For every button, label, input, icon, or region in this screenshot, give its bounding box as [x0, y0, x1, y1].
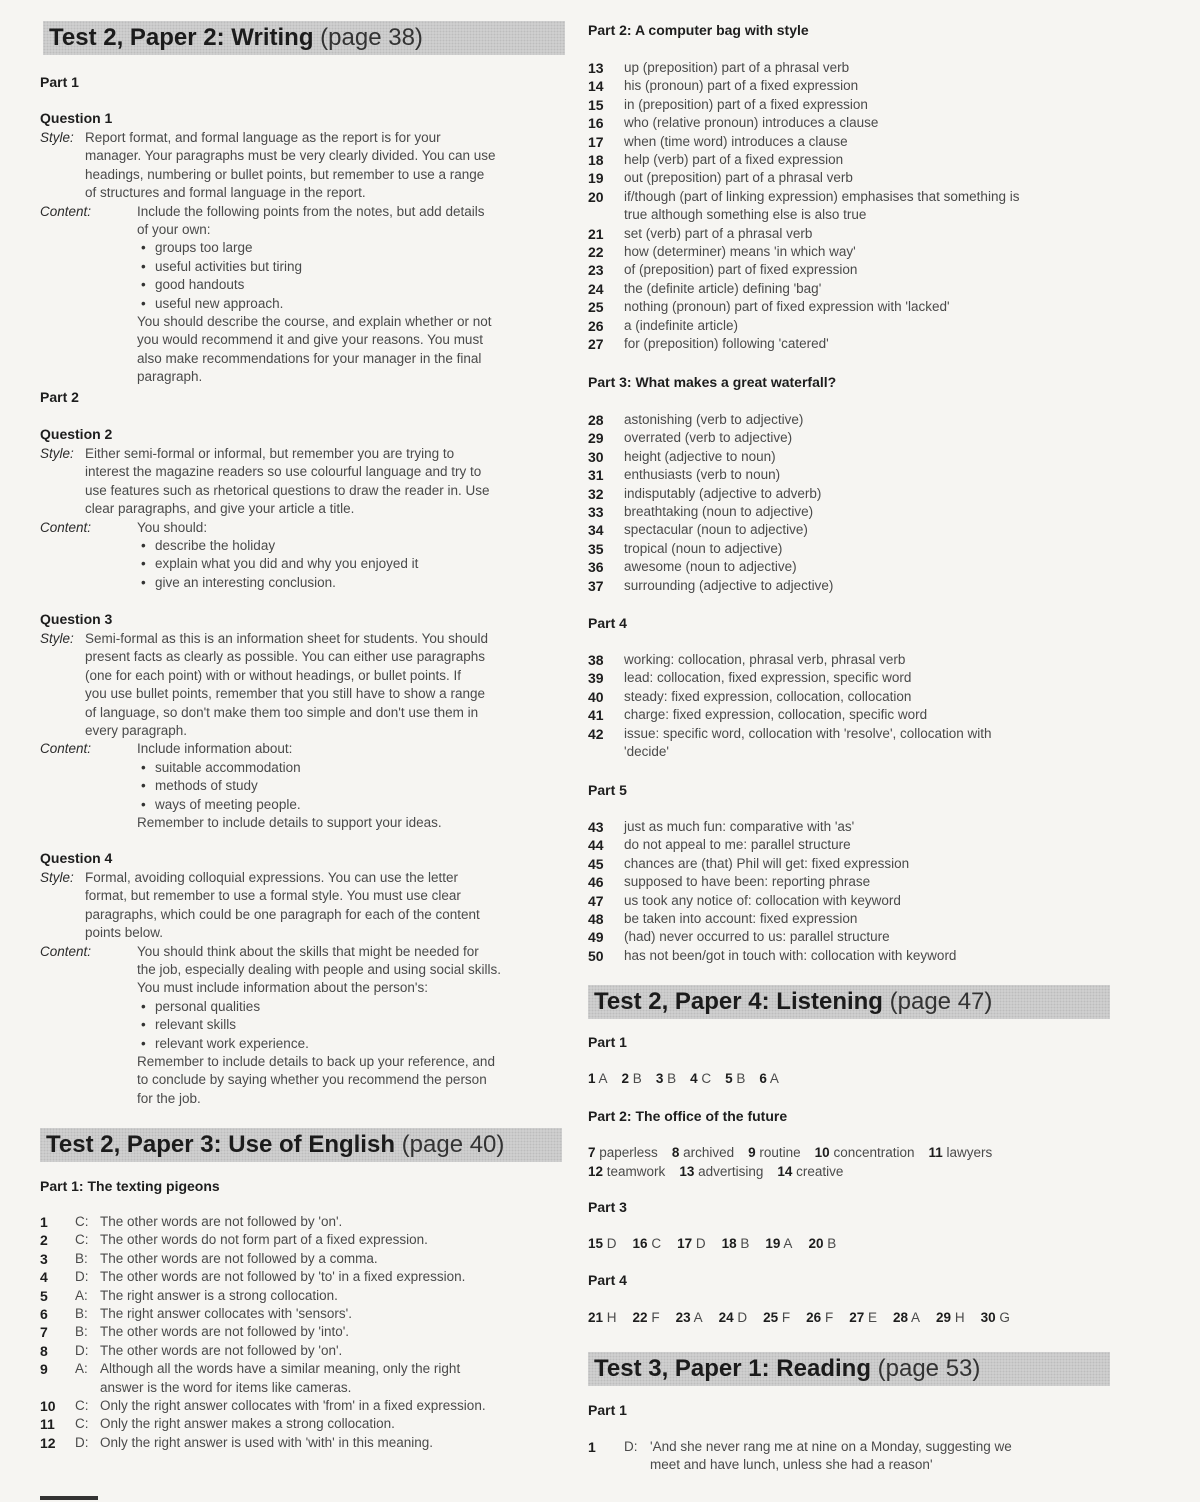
item-explanation: when (time word) introduces a clause — [624, 133, 848, 149]
item-number: 13 — [679, 1164, 695, 1179]
item-explanation: for (preposition) following 'catered' — [624, 336, 829, 351]
item-number: 11 — [40, 1416, 55, 1433]
item-number: 17 — [588, 133, 604, 150]
item-number: 26 — [806, 1310, 822, 1325]
item-number: 50 — [588, 947, 604, 964]
item-explanation: be taken into account: fixed expression — [624, 911, 858, 926]
item-number: 27 — [849, 1310, 865, 1325]
content-label: Content: — [40, 741, 92, 757]
question-heading: Question 3 — [40, 611, 113, 627]
item-number: 8 — [40, 1342, 48, 1359]
section-banner-listening — [588, 985, 1110, 1019]
item-number: 30 — [980, 1310, 996, 1325]
item-number: 29 — [588, 430, 604, 447]
style-text-line: points below. — [85, 925, 164, 941]
item-explanation: his (pronoun) part of a fixed expression — [624, 78, 859, 94]
style-label: Style: — [40, 130, 74, 145]
style-text-line: Semi-formal as this is an information sheet for students. You should — [85, 631, 488, 646]
item-explanation: The other words are not followed by 'on'. — [100, 1342, 343, 1358]
item-explanation: The other words do not form part of a fixed expression. — [100, 1232, 428, 1248]
bullet-item: • explain what you did and why you enjoyed it — [155, 555, 418, 573]
content-text-line: You should: — [137, 519, 208, 535]
content-label: Content: — [40, 943, 92, 959]
style-text-line: manager. Your paragraphs must be very clearly divided. You can use — [85, 148, 496, 164]
item-number: 47 — [588, 892, 604, 909]
item-explanation: breathtaking (noun to adjective) — [624, 504, 814, 519]
item-explanation: The other words are not followed by 'on'. — [100, 1214, 343, 1229]
item-number: 9 — [748, 1145, 756, 1160]
item-explanation: astonishing (verb to adjective) — [624, 412, 804, 427]
question-heading: Question 4 — [40, 850, 113, 866]
style-text-line: headings, numbering or bullet points, but remember to use a range — [85, 166, 485, 182]
item-explanation: Only the right answer collocates with 'from' in a fixed expression. — [100, 1398, 486, 1413]
item-number: 31 — [588, 467, 604, 484]
item-number: 24 — [588, 280, 604, 297]
item-explanation: has not been/got in touch with: collocation with keyword — [624, 947, 957, 963]
item-number: 13 — [588, 60, 604, 76]
item-number: 44 — [588, 837, 604, 854]
item-explanation: do not appeal to me: parallel structure — [624, 837, 851, 853]
item-number: 12 — [588, 1164, 604, 1179]
item-answer: A — [908, 1310, 921, 1325]
item-number: 18 — [721, 1236, 737, 1251]
item-explanation: issue: specific word, collocation with 'resolve', collocation with — [624, 725, 992, 741]
section-banner-use-of-english — [40, 1128, 562, 1162]
item-answer: C — [647, 1236, 662, 1251]
item-number: 23 — [588, 262, 604, 279]
item-explanation: spectacular (noun to adjective) — [624, 522, 808, 538]
section-title: Test 2, Paper 3: Use of English — [46, 1131, 402, 1158]
item-number: 30 — [588, 448, 604, 465]
item-number: 11 — [928, 1145, 943, 1160]
bullet-item: • useful activities but tiring — [155, 258, 302, 276]
item-answer: H — [951, 1310, 965, 1325]
part-heading: Part 4 — [588, 1272, 627, 1288]
item-explanation: overrated (verb to adjective) — [624, 430, 793, 446]
item-answer: G — [995, 1310, 1010, 1325]
item-number: 6 — [40, 1306, 48, 1322]
item-answer: D — [692, 1236, 706, 1251]
item-number: 1 — [588, 1071, 596, 1086]
answer-row — [588, 1144, 1006, 1162]
content-label: Content: — [40, 519, 92, 535]
bullet-item: • methods of study — [155, 777, 258, 795]
item-number: 25 — [763, 1310, 779, 1325]
item-answer-letter: A: — [75, 1287, 88, 1303]
section-banner-reading — [588, 1352, 1110, 1386]
section-page-ref: (page 40) — [401, 1131, 505, 1158]
item-number: 24 — [718, 1310, 734, 1325]
item-number: 14 — [777, 1164, 793, 1179]
item-explanation: The other words are not followed by 'to' in a fixed expression. — [100, 1269, 466, 1285]
item-number: 28 — [588, 412, 604, 428]
item-explanation: The other words are not followed by a comma. — [100, 1250, 378, 1266]
item-answer: E — [864, 1310, 877, 1325]
content-text-line: for the job. — [137, 1090, 201, 1106]
item-number: 2 — [621, 1071, 630, 1086]
question-heading: Question 1 — [40, 110, 113, 126]
part-heading: Part 2 — [40, 389, 79, 405]
style-text-line: of language, so don't make them too simple and don't use them in — [85, 704, 479, 720]
item-explanation: steady: fixed expression, collocation, collocation — [624, 688, 912, 704]
item-number: 20 — [808, 1236, 824, 1251]
item-explanation: surrounding (adjective to adjective) — [624, 577, 834, 593]
question-heading: Question 2 — [40, 426, 113, 442]
item-answer: F — [647, 1310, 660, 1325]
style-text-line: present facts as clearly as possible. You can either use paragraphs — [85, 649, 485, 665]
content-text-line: of your own: — [137, 222, 211, 237]
item-number: 38 — [588, 652, 604, 668]
item-answer-letter: D: — [624, 1439, 638, 1454]
item-number: 7 — [588, 1145, 596, 1160]
item-answer: teamwork — [603, 1164, 666, 1179]
item-number: 26 — [588, 317, 604, 334]
style-label: Style: — [40, 446, 74, 461]
content-text-line: Include the following points from the notes, but add details — [137, 203, 485, 219]
item-answer: B — [732, 1071, 746, 1086]
item-number: 10 — [814, 1145, 830, 1160]
item-explanation: set (verb) part of a phrasal verb — [624, 225, 813, 241]
item-explanation: supposed to have been: reporting phrase — [624, 874, 871, 890]
part-heading: Part 1 — [588, 1402, 627, 1418]
item-explanation: if/though (part of linking expression) emphasises that something is — [624, 188, 1020, 204]
bullet-item: • personal qualities — [155, 998, 260, 1016]
item-number: 19 — [765, 1236, 781, 1251]
section-page-ref: (page 38) — [320, 24, 423, 51]
bullet-item: • describe the holiday — [155, 537, 275, 555]
item-answer-letter: B: — [75, 1324, 88, 1340]
item-number: 6 — [759, 1071, 767, 1086]
item-explanation: Although all the words have a similar meaning, only the right — [100, 1361, 461, 1377]
item-number: 5 — [40, 1287, 48, 1304]
style-text-line: clear paragraphs, and give your article a title. — [85, 501, 355, 517]
content-text-line: to conclude by saying whether you recommend the person — [137, 1072, 487, 1088]
item-number: 3 — [40, 1250, 48, 1267]
item-answer: C — [697, 1071, 712, 1086]
style-text-line: Formal, avoiding colloquial expressions. You can use the letter — [85, 870, 458, 885]
section-title: Test 2, Paper 2: Writing — [49, 24, 321, 51]
part-heading: Part 1 — [588, 1034, 627, 1050]
item-number: 25 — [588, 299, 604, 316]
item-explanation: enthusiasts (verb to noun) — [624, 467, 781, 483]
item-explanation: us took any notice of: collocation with keyword — [624, 892, 901, 908]
part-heading: Part 5 — [588, 782, 627, 798]
style-text-line: format, but remember to use a formal style. You must use clear — [85, 888, 461, 904]
bullet-item: • give an interesting conclusion. — [155, 574, 336, 592]
item-number: 28 — [893, 1310, 909, 1325]
item-number: 10 — [40, 1398, 56, 1414]
section-page-ref: (page 53) — [877, 1355, 981, 1382]
item-answer-letter: A: — [75, 1361, 88, 1377]
item-explanation: up (preposition) part of a phrasal verb — [624, 60, 850, 75]
item-answer: B — [663, 1071, 677, 1086]
item-explanation: true although something else is also true — [624, 207, 867, 223]
item-number: 17 — [677, 1236, 693, 1251]
item-answer: concentration — [829, 1145, 915, 1160]
style-label: Style: — [40, 870, 74, 885]
item-answer: paperless — [595, 1145, 658, 1160]
bullet-item: • useful new approach. — [155, 295, 283, 313]
item-explanation: nothing (pronoun) part of fixed expression with 'lacked' — [624, 299, 950, 315]
item-number: 4 — [40, 1269, 48, 1286]
item-answer: B — [629, 1071, 642, 1086]
item-explanation: how (determiner) means 'in which way' — [624, 244, 856, 259]
item-number: 46 — [588, 874, 604, 891]
item-explanation: The right answer is a strong collocation. — [100, 1287, 338, 1303]
item-number: 19 — [588, 170, 604, 187]
section-banner-writing — [43, 21, 565, 55]
style-text-line: Either semi-formal or informal, but remember you are trying to — [85, 446, 455, 461]
item-explanation: 'decide' — [624, 744, 669, 759]
item-explanation: a (indefinite article) — [624, 317, 739, 333]
content-text-line: the job, especially dealing with people and using social skills. — [137, 962, 501, 977]
bullet-item: • relevant work experience. — [155, 1035, 309, 1053]
item-number: 39 — [588, 670, 604, 687]
item-answer-letter: C: — [75, 1214, 89, 1229]
item-number: 3 — [655, 1071, 664, 1086]
content-text-line: you would recommend it and give your reasons. You must — [137, 332, 483, 348]
bullet-item: • good handouts — [155, 276, 244, 294]
part-heading: Part 2: A computer bag with style — [588, 22, 809, 38]
item-number: 1 — [588, 1439, 596, 1455]
bullet-item: • relevant skills — [155, 1016, 236, 1034]
bullet-item: • ways of meeting people. — [155, 796, 301, 814]
item-number: 22 — [588, 244, 604, 260]
style-text-line: you use bullet points, remember that you still have to show a range — [85, 686, 485, 702]
item-number: 2 — [40, 1232, 48, 1249]
page-footer-rule — [40, 1496, 98, 1500]
item-answer: A — [780, 1236, 793, 1251]
item-number: 22 — [632, 1310, 648, 1325]
item-number: 8 — [671, 1145, 680, 1160]
answer-row — [588, 1235, 852, 1253]
item-answer-letter: D: — [75, 1269, 89, 1285]
item-explanation: (had) never occurred to us: parallel structure — [624, 929, 890, 945]
item-explanation: lead: collocation, fixed expression, specific word — [624, 670, 912, 686]
content-text-line: paragraph. — [137, 369, 203, 385]
content-text-line: Remember to include details to back up your reference, and — [137, 1054, 495, 1069]
item-number: 27 — [588, 336, 604, 352]
item-number: 35 — [588, 540, 604, 557]
answer-row — [588, 1070, 793, 1088]
item-number: 21 — [588, 1310, 604, 1325]
item-number: 29 — [936, 1310, 952, 1325]
item-answer: advertising — [694, 1164, 764, 1179]
item-number: 16 — [588, 115, 604, 132]
item-explanation: indisputably (adjective to adverb) — [624, 485, 822, 501]
item-explanation: in (preposition) part of a fixed expression — [624, 96, 868, 112]
item-explanation: height (adjective to noun) — [624, 448, 776, 464]
item-answer: lawyers — [942, 1145, 993, 1160]
item-number: 32 — [588, 485, 604, 502]
item-number: 9 — [40, 1361, 48, 1378]
style-text-line: interest the magazine readers so use colourful language and try to — [85, 464, 482, 480]
item-answer-letter: D: — [75, 1434, 89, 1450]
content-label: Content: — [40, 203, 92, 219]
item-explanation: of (preposition) part of fixed expression — [624, 262, 858, 278]
content-text-line: Include information about: — [137, 741, 293, 757]
item-explanation: tropical (noun to adjective) — [624, 540, 783, 556]
bullet-item: • groups too large — [155, 239, 253, 257]
item-number: 1 — [40, 1214, 48, 1230]
item-explanation: out (preposition) part of a phrasal verb — [624, 170, 853, 186]
item-number: 15 — [588, 96, 604, 113]
item-number: 15 — [588, 1236, 604, 1251]
item-number: 23 — [675, 1310, 691, 1325]
item-answer: F — [821, 1310, 834, 1325]
section-title: Test 2, Paper 4: Listening — [594, 988, 890, 1015]
part-heading: Part 1: The texting pigeons — [40, 1178, 220, 1194]
item-number: 7 — [40, 1324, 48, 1341]
item-answer: F — [778, 1310, 791, 1325]
style-text-line: Report format, and formal language as the report is for your — [85, 130, 441, 145]
item-explanation: charge: fixed expression, collocation, specific word — [624, 707, 928, 723]
item-number: 33 — [588, 504, 604, 520]
style-text-line: paragraphs, which could be one paragraph for each of the content — [85, 906, 480, 922]
item-number: 21 — [588, 225, 604, 242]
item-answer-letter: C: — [75, 1416, 89, 1432]
item-explanation: the (definite article) defining 'bag' — [624, 280, 822, 296]
style-text-line: of structures and formal language in the report. — [85, 185, 366, 201]
item-explanation: awesome (noun to adjective) — [624, 559, 797, 575]
item-number: 40 — [588, 688, 604, 705]
item-explanation: Only the right answer makes a strong collocation. — [100, 1416, 395, 1432]
item-number: 36 — [588, 559, 604, 576]
style-text-line: (one for each point) with or without headings, or bullet points. If — [85, 667, 461, 683]
item-answer: B — [823, 1236, 837, 1251]
bullet-item: • suitable accommodation — [155, 759, 301, 777]
item-explanation: chances are (that) Phil will get: fixed expression — [624, 855, 910, 871]
item-number: 12 — [40, 1434, 56, 1451]
item-number: 43 — [588, 819, 604, 835]
section-title: Test 3, Paper 1: Reading — [594, 1355, 878, 1382]
item-explanation: working: collocation, phrasal verb, phrasal verb — [624, 652, 906, 667]
item-number: 49 — [588, 929, 604, 946]
item-number: 48 — [588, 911, 604, 927]
item-explanation: The right answer collocates with 'sensors'. — [100, 1306, 353, 1321]
style-text-line: use features such as rhetorical questions to draw the reader in. Use — [85, 482, 490, 498]
item-answer: A — [690, 1310, 703, 1325]
item-number: 34 — [588, 522, 604, 539]
item-number: 16 — [632, 1236, 648, 1251]
item-number: 14 — [588, 78, 604, 95]
item-number: 20 — [588, 188, 604, 205]
item-answer-letter: B: — [75, 1306, 88, 1321]
content-text-line: You must include information about the person's: — [137, 980, 429, 996]
content-text-line: You should think about the skills that might be needed for — [137, 943, 479, 959]
item-answer: archived — [679, 1145, 735, 1160]
item-number: 4 — [690, 1071, 698, 1086]
part-heading: Part 3 — [588, 1199, 627, 1215]
item-explanation: 'And she never rang me at nine on a Monday, suggesting we — [650, 1439, 1012, 1454]
answer-row — [588, 1163, 857, 1181]
section-page-ref: (page 47) — [889, 988, 993, 1015]
item-number: 37 — [588, 577, 604, 594]
item-answer: routine — [755, 1145, 801, 1160]
item-answer: H — [603, 1310, 617, 1325]
style-text-line: every paragraph. — [85, 723, 188, 738]
item-answer-letter: B: — [75, 1250, 88, 1266]
part-heading: Part 2: The office of the future — [588, 1108, 788, 1124]
content-text-line: Remember to include details to support your ideas. — [137, 815, 442, 830]
content-text-line: also make recommendations for your manager in the final — [137, 350, 482, 366]
item-explanation: meet and have lunch, unless she had a reason' — [650, 1457, 933, 1473]
content-text-line: You should describe the course, and explain whether or not — [137, 314, 492, 329]
item-explanation: Only the right answer is used with 'with' in this meaning. — [100, 1434, 434, 1450]
item-answer-letter: C: — [75, 1398, 89, 1413]
item-answer: A — [766, 1071, 779, 1086]
item-answer: A — [595, 1071, 608, 1086]
item-explanation: help (verb) part of a fixed expression — [624, 152, 844, 167]
item-answer-letter: D: — [75, 1342, 89, 1358]
item-number: 45 — [588, 855, 604, 872]
item-number: 42 — [588, 725, 604, 742]
item-explanation: who (relative pronoun) introduces a clause — [624, 115, 879, 131]
item-number: 18 — [588, 152, 604, 168]
item-answer-letter: C: — [75, 1232, 89, 1248]
answer-row — [588, 1309, 1026, 1327]
item-answer: B — [736, 1236, 750, 1251]
item-explanation: The other words are not followed by 'into'. — [100, 1324, 350, 1340]
item-answer: D — [733, 1310, 748, 1325]
item-explanation: just as much fun: comparative with 'as' — [624, 819, 855, 834]
part-heading: Part 3: What makes a great waterfall? — [588, 374, 837, 390]
part-heading: Part 1 — [40, 74, 79, 90]
item-answer: creative — [792, 1164, 844, 1179]
item-number: 41 — [588, 707, 604, 724]
item-number: 5 — [725, 1071, 733, 1086]
style-label: Style: — [40, 631, 74, 646]
part-heading: Part 4 — [588, 615, 627, 631]
item-explanation: answer is the word for items like cameras. — [100, 1379, 352, 1395]
item-answer: D — [603, 1236, 617, 1251]
